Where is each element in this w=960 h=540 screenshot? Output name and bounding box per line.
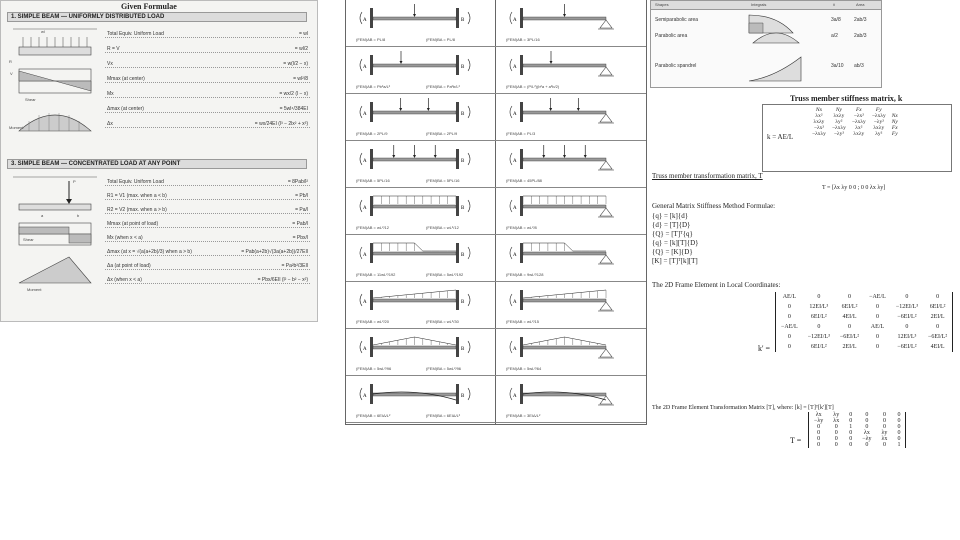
formula-row: Δx = wx/24EI (l³ − 2lx² + x³) <box>107 121 308 127</box>
matrix-cell: 1 <box>849 424 853 430</box>
matrix-cell: −λxλy <box>812 131 826 137</box>
matrix-cell: −AE/L <box>781 324 798 330</box>
matrix-cell: 0 <box>787 344 791 350</box>
pl-shear-label: Shear <box>23 237 34 242</box>
frame-k-matrix <box>775 292 953 352</box>
fem-formula: (FEM)AB = 45PL/88 <box>506 178 542 183</box>
fem-formula: (FEM)AB = wL²/12 <box>356 225 390 230</box>
svg-text:A: A <box>363 65 367 70</box>
frame-T-prefix: T = <box>790 436 802 445</box>
truss-transform-eq: T = [λx λy 0 0 ; 0 0 λx λy] <box>822 185 886 191</box>
formula-row: Δa (at point of load) = Pa²b²/3EIl <box>107 263 308 269</box>
fem-formula: (FEM)AB = 5PL/16 <box>356 178 390 183</box>
matrix-cell: λy² <box>875 131 883 137</box>
matrix-cell: 0 <box>875 314 879 320</box>
shapes-col-integrals: Integrals <box>751 2 767 7</box>
matrix-cell: 0 <box>849 436 853 442</box>
matrix-cell: λx² <box>855 125 863 131</box>
formula-row: Mmax (at point of load) = Pab/l <box>107 221 308 227</box>
general-formulae-title: General Matrix Stiffness Method Formulae: <box>652 202 776 210</box>
parabolic-shape-icon <box>751 29 801 45</box>
svg-text:B: B <box>461 347 465 352</box>
matrix-cell: 0 <box>849 418 853 424</box>
formula-line: [K] = [T]ᵀ[k][T] <box>652 257 698 265</box>
matrix-cell: 0 <box>817 294 821 300</box>
matrix-cell: 2EI/L <box>930 314 945 320</box>
formula-row: Total Equiv. Uniform Load = wl <box>107 31 308 37</box>
matrix-cell: 0 <box>848 324 851 330</box>
matrix-cell: λxλy <box>833 113 845 119</box>
matrix-header-cell: Ny <box>835 107 842 113</box>
matrix-cell: 0 <box>897 412 901 418</box>
matrix-header-cell: Nx <box>815 107 823 113</box>
matrix-cell: 6EI/L² <box>810 314 827 320</box>
matrix-cell: 0 <box>875 344 879 350</box>
matrix-cell: 0 <box>834 424 838 430</box>
matrix-cell: 0 <box>865 418 869 424</box>
matrix-cell: 0 <box>865 424 869 430</box>
udl-reaction-label: R <box>9 59 12 64</box>
svg-text:A: A <box>363 159 367 164</box>
svg-text:A: A <box>363 347 367 352</box>
matrix-cell: −12EI/L³ <box>807 334 830 340</box>
matrix-cell: λx <box>833 418 840 424</box>
frame-local-title: The 2D Frame Element in Local Coordinates: <box>652 281 781 289</box>
svg-text:B: B <box>461 300 465 305</box>
matrix-row-label: Fx <box>891 125 898 131</box>
svg-text:A: A <box>363 394 367 399</box>
matrix-cell: λx² <box>815 113 823 119</box>
matrix-cell: −λxλy <box>871 113 886 119</box>
shapes-table <box>650 0 882 88</box>
svg-text:A: A <box>513 159 517 164</box>
formula-row: Δmax (at center) = 5wl⁴/384EI <box>107 106 308 112</box>
matrix-row <box>809 442 906 448</box>
svg-text:A: A <box>513 253 517 258</box>
fem-formula: (FEM)AB = 6EIΔ/L² <box>356 413 391 418</box>
matrix-cell: 4EI/L <box>930 344 945 350</box>
svg-text:A: A <box>363 300 367 305</box>
matrix-cell: 0 <box>897 436 901 442</box>
svg-text:B: B <box>461 206 465 211</box>
frame-k-prefix: k' = <box>758 344 770 353</box>
matrix-row-label: Fy <box>891 131 898 137</box>
svg-text:B: B <box>461 65 465 70</box>
frame-T-matrix <box>808 412 906 448</box>
fem-formula: (FEM)AB = 5wL²/64 <box>506 366 542 371</box>
propped-cantilever-icon <box>506 143 636 177</box>
matrix-cell: −λy <box>814 418 824 424</box>
fem-formula: (FEM)AB = wL²/20 <box>356 319 390 324</box>
matrix-cell: 0 <box>817 436 821 442</box>
matrix-cell: −6EI/L² <box>897 314 917 320</box>
matrix-cell: AE/L <box>782 294 797 300</box>
formula-row: Mmax (at center) = wl²/8 <box>107 76 308 82</box>
matrix-row <box>776 302 953 312</box>
matrix-cell: 0 <box>882 424 886 430</box>
fem-formula: (FEM)BA = 5wL²/96 <box>426 366 462 371</box>
fem-row-divider <box>346 375 646 376</box>
matrix-cell: 0 <box>905 324 909 330</box>
matrix-cell: λxλy <box>813 119 825 125</box>
matrix-cell: λxλy <box>873 125 885 131</box>
fem-formula: (FEM)AB = 3PL/16 <box>506 37 540 42</box>
matrix-cell: 0 <box>849 442 853 448</box>
svg-text:B: B <box>461 394 465 399</box>
matrix-row <box>776 292 953 302</box>
fem-formula: (FEM)BA = 5PL/16 <box>426 178 460 183</box>
udl-moment-label: Moment <box>9 125 24 130</box>
pl-b-label: b <box>77 213 80 218</box>
fem-row-divider <box>346 46 646 47</box>
matrix-cell: 6EI/L² <box>929 304 946 310</box>
fixed-fixed-beam-icon <box>356 237 486 271</box>
propped-cantilever-icon <box>506 378 636 412</box>
matrix-cell: 2EI/L <box>842 344 857 350</box>
matrix-cell: λx <box>881 436 888 442</box>
pl-a-label: a <box>41 213 44 218</box>
matrix-cell: −λy <box>862 436 872 442</box>
matrix-cell: 0 <box>834 442 838 448</box>
truss-transform-title: Truss member transformation matrix, T <box>652 172 763 180</box>
shape-c2: 2ab/3 <box>854 33 867 39</box>
fem-row-divider <box>346 234 646 235</box>
matrix-cell: −12EI/L³ <box>895 304 918 310</box>
matrix-cell: 0 <box>834 436 838 442</box>
svg-text:B: B <box>461 159 465 164</box>
svg-text:A: A <box>513 65 517 70</box>
matrix-cell: λy <box>833 412 840 418</box>
truss-k-prefix: k = AE/L <box>767 133 794 141</box>
fem-formula: (FEM)AB = 2PL/9 <box>356 131 388 136</box>
shapes-col-xbar: x̄ <box>833 2 835 7</box>
matrix-cell: 0 <box>849 430 853 436</box>
fem-formula: (FEM)AB = PL/8 <box>356 37 386 42</box>
formula-row: Total Equiv. Uniform Load = 8Pab/l² <box>107 179 308 185</box>
matrix-row <box>776 312 953 322</box>
svg-text:B: B <box>461 112 465 117</box>
matrix-cell: 0 <box>787 334 791 340</box>
svg-text:B: B <box>461 18 465 23</box>
beam-formula-sheet <box>0 0 318 322</box>
fem-row-divider <box>346 187 646 188</box>
fem-formula: (FEM)BA = 5wL²/192 <box>426 272 464 277</box>
section3-formulas <box>105 179 310 284</box>
shapes-col-area: Area <box>856 2 865 7</box>
fem-formula: (FEM)AB = (P/L²)(b²a + a²b/2) <box>506 84 560 89</box>
propped-cantilever-icon <box>506 2 636 36</box>
matrix-row <box>776 342 953 352</box>
matrix-cell: 0 <box>787 304 791 310</box>
formula-line: {Q} = [K]{D} <box>652 248 693 256</box>
svg-text:A: A <box>363 18 367 23</box>
propped-cantilever-icon <box>506 96 636 130</box>
truss-stiffness-box <box>762 104 952 172</box>
matrix-cell: 0 <box>875 334 879 340</box>
matrix-cell: 0 <box>817 324 821 330</box>
sheet-title: Given Formulae <box>121 2 177 11</box>
propped-cantilever-icon <box>506 237 636 271</box>
section3-heading: 3. SIMPLE BEAM — CONCENTRATED LOAD AT ANY POINT <box>7 159 307 169</box>
frame-transform-title: The 2D Frame Element Transformation Matrix [T], where: [k] = [T]ᵀ[k'][T] <box>652 405 834 411</box>
general-formulae-list <box>652 212 699 266</box>
fem-center-divider <box>495 0 496 424</box>
fem-formula: (FEM)AB = 3EIΔ/L² <box>506 413 541 418</box>
matrix-cell: λx <box>815 412 822 418</box>
matrix-cell: 1 <box>897 442 901 448</box>
fem-row-divider <box>346 328 646 329</box>
fem-formula: (FEM)AB = PL/3 <box>506 131 536 136</box>
matrix-cell: −λy² <box>833 131 844 137</box>
fem-formula: (FEM)BA = wL²/12 <box>426 225 459 230</box>
udl-load-label: wl <box>41 29 45 34</box>
shape-c1: 3a/8 <box>831 17 841 23</box>
fem-formula: (FEM)BA = 2PL/9 <box>426 131 458 136</box>
matrix-cell: 6EI/L² <box>841 304 858 310</box>
svg-text:A: A <box>513 394 517 399</box>
truss-stiffness-title: Truss member stiffness matrix, k <box>790 94 903 103</box>
fixed-fixed-beam-icon <box>356 284 486 318</box>
formula-row: Mx (when x < a) = Pbx/l <box>107 235 308 241</box>
fixed-fixed-beam-icon <box>356 96 486 130</box>
matrix-cell: 0 <box>865 442 869 448</box>
matrix-cell: −λy² <box>873 119 884 125</box>
matrix-cell: 12EI/L³ <box>897 334 917 340</box>
fixed-fixed-beam-icon <box>356 331 486 365</box>
svg-text:B: B <box>461 253 465 258</box>
matrix-cell: −6EI/L² <box>897 344 917 350</box>
svg-text:A: A <box>363 112 367 117</box>
matrix-cell: λy² <box>835 119 843 125</box>
svg-text:A: A <box>513 18 517 23</box>
matrix-cell: 12EI/L³ <box>809 304 829 310</box>
fem-formula: (FEM)AB = 5wL²/96 <box>356 366 392 371</box>
matrix-cell: −λx² <box>853 113 864 119</box>
udl-shear-label: Shear <box>25 97 36 102</box>
fem-row-divider <box>346 140 646 141</box>
fem-formula: (FEM)AB = wL²/15 <box>506 319 540 324</box>
svg-text:A: A <box>513 112 517 117</box>
matrix-cell: 0 <box>817 424 821 430</box>
shape-c2: ab/3 <box>854 63 864 69</box>
matrix-cell: 4EI/L <box>842 314 857 320</box>
matrix-row-label: Nx <box>891 113 898 119</box>
formula-row: R1 = V1 (max. when a < b) = Pb/l <box>107 193 308 199</box>
shape-c2: 2ab/3 <box>854 17 867 23</box>
fem-formula: (FEM)AB = 9wL²/128 <box>506 272 544 277</box>
shape-c1: 3a/10 <box>831 63 844 69</box>
point-load-beam-diagram <box>9 171 101 301</box>
matrix-cell: AE/L <box>870 324 885 330</box>
matrix-cell: 6EI/L² <box>810 344 827 350</box>
fixed-fixed-beam-icon <box>356 378 486 412</box>
matrix-cell: −AE/L <box>869 294 886 300</box>
formula-line: {q} = [k]{d} <box>652 212 689 220</box>
fem-formula: (FEM)BA = PL/8 <box>426 37 456 42</box>
matrix-row <box>776 332 953 342</box>
matrix-cell: 0 <box>875 304 879 310</box>
shape-name: Parabolic spandrel <box>655 63 697 69</box>
svg-text:A: A <box>513 347 517 352</box>
fem-formula: (FEM)BA = Pa²b/L² <box>426 84 460 89</box>
matrix-cell: 0 <box>897 430 901 436</box>
fem-table <box>345 0 647 425</box>
fem-formula: (FEM)BA = wL²/30 <box>426 319 459 324</box>
formula-row: Δmax (at x = √(a(a+2b)/3) when a > b) = Pab(a+2b)√(3a(a+2b))/27EIl <box>107 249 308 255</box>
section1-formulas <box>105 31 310 128</box>
fem-row-divider <box>346 422 646 423</box>
matrix-cell: 0 <box>882 412 886 418</box>
matrix-cell: 0 <box>834 430 838 436</box>
matrix-cell: λx <box>863 430 870 436</box>
udl-beam-diagram <box>9 23 101 153</box>
formula-row: Mx = wx/2 (l − x) <box>107 91 308 97</box>
shape-name: Semiparabolic area <box>655 17 699 23</box>
matrix-row <box>809 131 901 137</box>
matrix-cell: 0 <box>848 294 851 300</box>
matrix-cell: −λxλy <box>831 125 846 131</box>
formula-line: {d} = [T]{D} <box>652 221 691 229</box>
formula-line: {q} = [k][T]{D} <box>652 239 699 247</box>
matrix-cell: 0 <box>936 324 940 330</box>
pl-load-label: P <box>73 179 76 184</box>
fem-formula: (FEM)AB = Pb²a/L² <box>356 84 391 89</box>
matrix-cell: λy <box>881 430 888 436</box>
matrix-cell: 0 <box>905 294 909 300</box>
formula-row: Δx (when x < a) = Pbx/6EIl (l² − b² − x²) <box>107 277 308 283</box>
svg-text:A: A <box>513 300 517 305</box>
shape-c1: a/2 <box>831 33 838 39</box>
matrix-cell: 0 <box>865 412 869 418</box>
matrix-cell: −λxλy <box>851 119 866 125</box>
propped-cantilever-icon <box>506 331 636 365</box>
matrix-cell: 0 <box>936 294 940 300</box>
matrix-cell: 0 <box>882 418 886 424</box>
truss-k-matrix <box>809 107 901 137</box>
fixed-fixed-beam-icon <box>356 2 486 36</box>
formula-line: {Q} = [T]ᵀ{q} <box>652 230 693 238</box>
section1-heading: 1. SIMPLE BEAM — UNIFORMLY DISTRIBUTED LOAD <box>7 12 307 22</box>
shape-name: Parabolic area <box>655 33 688 39</box>
matrix-cell: 0 <box>817 430 821 436</box>
propped-cantilever-icon <box>506 49 636 83</box>
udl-v-label: V <box>10 71 13 76</box>
fem-formula: (FEM)AB = wL²/8 <box>506 225 537 230</box>
fem-row-divider <box>346 281 646 282</box>
fixed-fixed-beam-icon <box>356 143 486 177</box>
matrix-cell: 0 <box>897 424 901 430</box>
matrix-row <box>776 322 953 332</box>
matrix-cell: 0 <box>849 412 853 418</box>
matrix-header-cell: Fx <box>855 107 862 113</box>
matrix-header-cell: Fy <box>875 107 882 113</box>
matrix-cell: 0 <box>817 442 821 448</box>
propped-cantilever-icon <box>506 284 636 318</box>
matrix-cell: −6EI/L² <box>839 334 860 340</box>
fem-formula: (FEM)AB = 11wL²/192 <box>356 272 396 277</box>
matrix-cell: λxλy <box>853 131 865 137</box>
spandrel-shape-icon <box>745 53 805 83</box>
matrix-cell: 0 <box>787 314 791 320</box>
formula-row: Vx = w(l/2 − x) <box>107 61 308 67</box>
svg-text:A: A <box>513 206 517 211</box>
matrix-cell: −6EI/L² <box>928 334 948 340</box>
fixed-fixed-beam-icon <box>356 49 486 83</box>
formula-row: R = V = wl/2 <box>107 46 308 52</box>
propped-cantilever-icon <box>506 190 636 224</box>
svg-text:A: A <box>363 253 367 258</box>
formula-row: R2 = V2 (max. when a > b) = Pa/l <box>107 207 308 213</box>
fem-formula: (FEM)BA = 6EIΔ/L² <box>426 413 461 418</box>
svg-text:A: A <box>363 206 367 211</box>
matrix-cell: 0 <box>897 418 901 424</box>
matrix-cell: −λx² <box>813 125 825 131</box>
matrix-cell: 0 <box>882 442 886 448</box>
matrix-row-label: Ny <box>891 119 898 125</box>
pl-moment-label: Moment <box>27 287 42 292</box>
shapes-col-shapes: Shapes <box>655 2 669 7</box>
fem-row-divider <box>346 93 646 94</box>
fixed-fixed-beam-icon <box>356 190 486 224</box>
